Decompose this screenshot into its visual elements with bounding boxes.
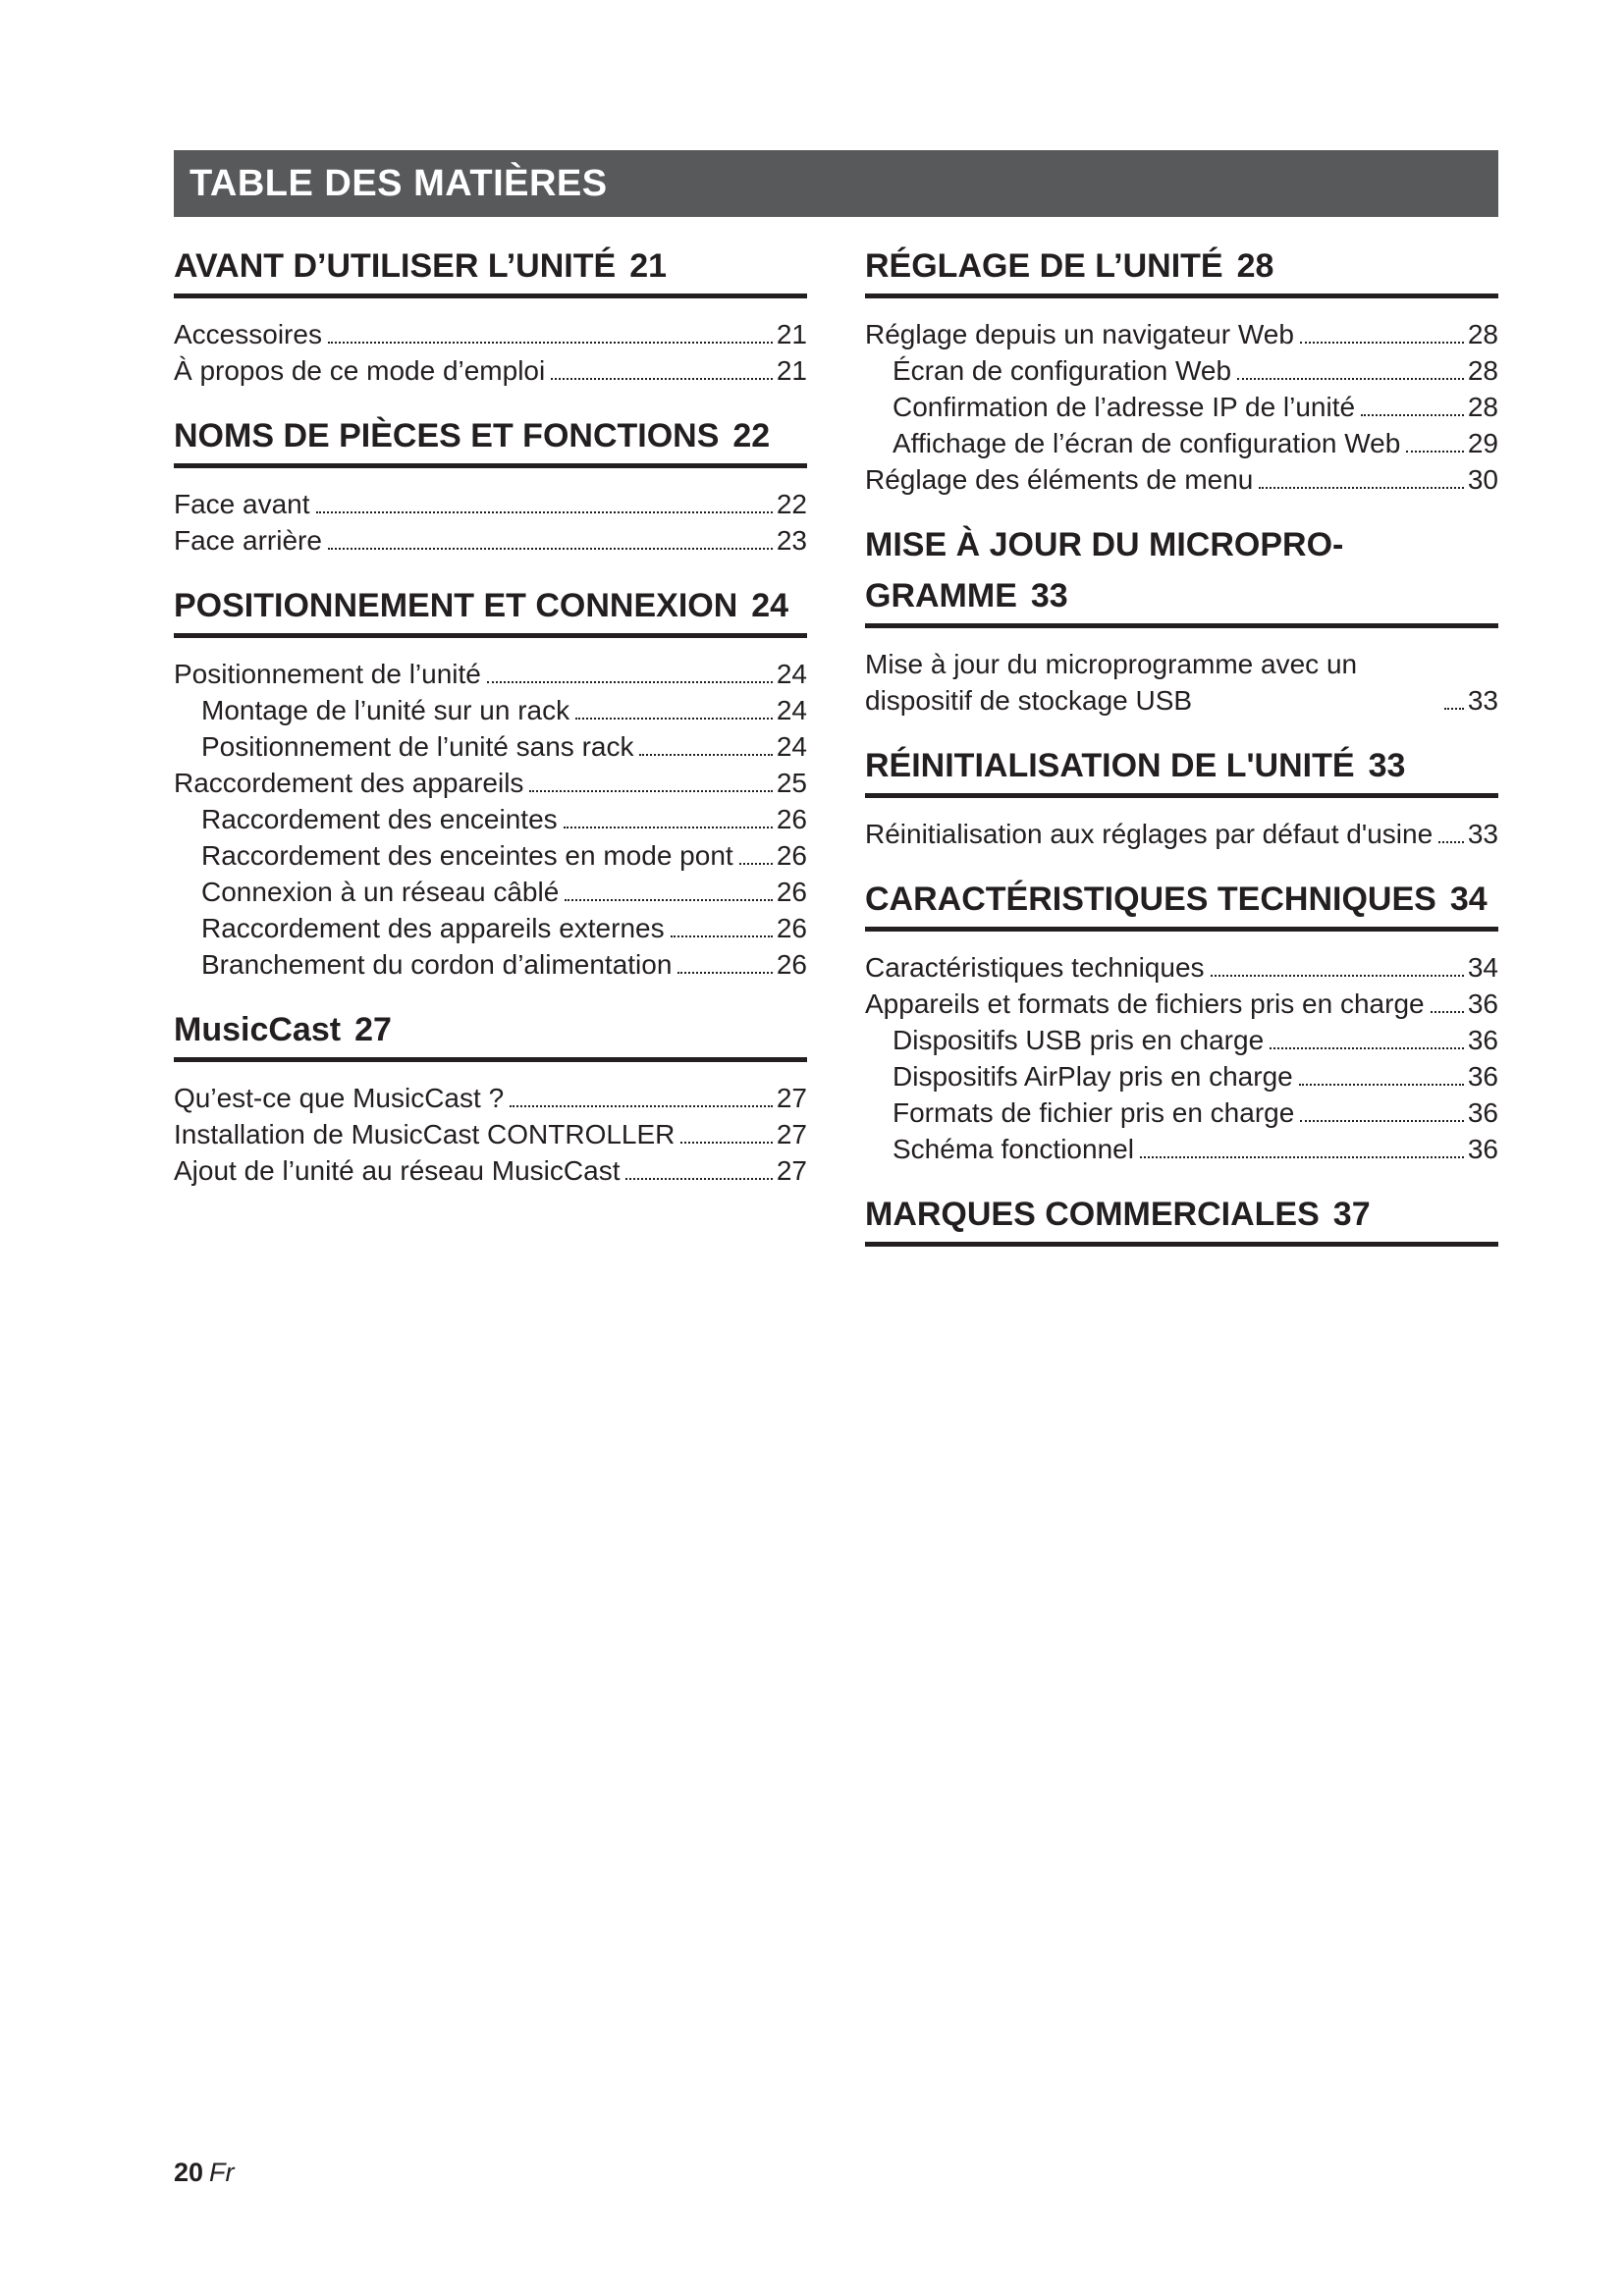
toc-subentry[interactable] xyxy=(865,1022,1498,1058)
entry-text: Mise à jour du microprogramme avec un dispositif de stockage USB xyxy=(865,649,1358,716)
dot-leader xyxy=(1140,1156,1464,1158)
entry-text: Raccordement des appareils xyxy=(174,768,524,798)
dot-leader xyxy=(564,827,773,828)
toc-entry[interactable] xyxy=(865,646,1498,719)
entry-text: Raccordement des enceintes en mode pont xyxy=(201,840,733,871)
entry-page: 26 xyxy=(776,913,807,943)
entry-page: 30 xyxy=(1467,464,1498,495)
toc-entry[interactable] xyxy=(174,1152,807,1189)
toc-section xyxy=(865,740,1498,852)
section-title: MARQUES COMMERCIALES xyxy=(865,1196,1320,1233)
dot-leader xyxy=(1406,451,1464,453)
toc-entry[interactable] xyxy=(174,765,807,801)
section-title: MISE À JOUR DU MICROPRO-GRAMME xyxy=(865,526,1344,614)
toc-subentry[interactable] xyxy=(174,692,807,728)
toc-section xyxy=(865,1189,1498,1247)
entry-text: Caractéristiques techniques xyxy=(865,952,1205,983)
entry-text: Raccordement des enceintes xyxy=(201,804,558,834)
entry-text: Qu’est-ce que MusicCast ? xyxy=(174,1083,505,1113)
toc-banner xyxy=(174,150,1498,217)
entry-text: Positionnement de l’unité sans rack xyxy=(201,731,634,762)
entry-page: 27 xyxy=(776,1155,807,1186)
dot-leader xyxy=(739,863,773,865)
toc-section xyxy=(865,240,1498,498)
entry-text: Raccordement des appareils externes xyxy=(201,913,665,943)
entry-text: Réglage des éléments de menu xyxy=(865,464,1254,495)
section-page: 34 xyxy=(1449,881,1488,918)
section-title: RÉINITIALISATION DE L'UNITÉ xyxy=(865,747,1355,784)
toc-subentry[interactable] xyxy=(865,425,1498,461)
dot-leader xyxy=(510,1105,773,1107)
entry-text: Affichage de l’écran de configuration Web xyxy=(893,428,1401,458)
toc-subentry[interactable] xyxy=(865,389,1498,425)
toc-subentry[interactable] xyxy=(865,1058,1498,1095)
entry-text: Installation de MusicCast CONTROLLER xyxy=(174,1119,676,1149)
entry-page: 26 xyxy=(776,949,807,980)
entry-page: 28 xyxy=(1467,392,1498,422)
toc-entry-list xyxy=(174,486,807,559)
entry-page: 24 xyxy=(776,695,807,725)
dot-leader xyxy=(1299,1084,1464,1086)
section-page: 24 xyxy=(751,587,789,624)
entry-text: Ajout de l’unité au réseau MusicCast xyxy=(174,1155,621,1186)
entry-text: Branchement du cordon d’alimentation xyxy=(201,949,673,980)
toc-subentry[interactable] xyxy=(174,946,807,983)
toc-entry[interactable] xyxy=(865,316,1498,352)
toc-entry[interactable] xyxy=(865,949,1498,986)
section-title: RÉGLAGE DE L’UNITÉ xyxy=(865,247,1223,285)
entry-page: 26 xyxy=(776,804,807,834)
dot-leader xyxy=(565,899,773,901)
dot-leader xyxy=(487,681,773,683)
entry-page: 26 xyxy=(776,840,807,871)
toc-entry[interactable] xyxy=(865,986,1498,1022)
section-title: MusicCast xyxy=(174,1011,342,1048)
toc-entry[interactable] xyxy=(174,486,807,522)
dot-leader xyxy=(671,935,773,937)
section-heading[interactable] xyxy=(174,410,807,468)
toc-subentry[interactable] xyxy=(865,1095,1498,1131)
section-heading[interactable] xyxy=(174,240,807,298)
entry-text: Accessoires xyxy=(174,319,322,349)
dot-leader xyxy=(1237,378,1464,380)
entry-page: 24 xyxy=(776,731,807,762)
section-heading[interactable] xyxy=(865,740,1498,798)
section-title: CARACTÉRISTIQUES TECHNIQUES xyxy=(865,881,1436,918)
toc-title: TABLE DES MATIÈRES xyxy=(189,162,608,204)
toc-section xyxy=(174,580,807,983)
entry-page: 26 xyxy=(776,877,807,907)
entry-text: Réglage depuis un navigateur Web xyxy=(865,319,1294,349)
section-title: POSITIONNEMENT ET CONNEXION xyxy=(174,587,738,624)
entry-page: 36 xyxy=(1467,1061,1498,1092)
toc-section xyxy=(174,240,807,389)
entry-page: 24 xyxy=(776,659,807,689)
entry-text: Formats de fichier pris en charge xyxy=(893,1097,1295,1128)
entry-text: Dispositifs USB pris en charge xyxy=(893,1025,1265,1055)
dot-leader xyxy=(1444,708,1464,710)
dot-leader xyxy=(1211,975,1464,977)
entry-page: 27 xyxy=(776,1083,807,1113)
entry-page: 36 xyxy=(1467,988,1498,1019)
entry-text: Appareils et formats de fichiers pris en charge xyxy=(865,988,1425,1019)
dot-leader xyxy=(1270,1047,1464,1049)
dot-leader xyxy=(529,790,772,792)
toc-entry-list xyxy=(865,316,1498,498)
entry-text: Dispositifs AirPlay pris en charge xyxy=(893,1061,1293,1092)
section-page: 28 xyxy=(1236,247,1274,285)
entry-text: À propos de ce mode d’emploi xyxy=(174,355,546,386)
entry-page: 21 xyxy=(776,355,807,386)
toc-entry[interactable] xyxy=(174,316,807,352)
toc-subentry[interactable] xyxy=(174,728,807,765)
toc-entry-list xyxy=(865,949,1498,1167)
section-heading[interactable] xyxy=(174,1004,807,1062)
dot-leader xyxy=(680,1142,772,1144)
toc-entry[interactable] xyxy=(174,656,807,692)
entry-text: Face avant xyxy=(174,489,310,519)
toc-entry[interactable] xyxy=(865,461,1498,498)
toc-section xyxy=(865,519,1498,719)
entry-text: Écran de configuration Web xyxy=(893,355,1232,386)
section-heading[interactable] xyxy=(865,1189,1498,1247)
dot-leader xyxy=(1361,414,1464,416)
dot-leader xyxy=(677,972,772,974)
toc-subentry[interactable] xyxy=(865,1131,1498,1167)
entry-page: 23 xyxy=(776,525,807,556)
section-title: AVANT D’UTILISER L’UNITÉ xyxy=(174,247,617,285)
toc-entry-list xyxy=(174,316,807,389)
entry-page: 22 xyxy=(776,489,807,519)
section-heading[interactable] xyxy=(865,874,1498,932)
dot-leader xyxy=(328,342,773,344)
dot-leader xyxy=(316,511,773,513)
dot-leader xyxy=(1438,841,1464,843)
dot-leader xyxy=(1431,1011,1464,1013)
entry-page: 29 xyxy=(1467,428,1498,458)
section-heading[interactable] xyxy=(865,519,1498,628)
toc-entry[interactable] xyxy=(174,1080,807,1116)
entry-text: Réinitialisation aux réglages par défaut d'usine xyxy=(865,819,1434,849)
entry-text: Positionnement de l’unité xyxy=(174,659,481,689)
toc-entry[interactable] xyxy=(865,816,1498,852)
section-page: 22 xyxy=(732,417,771,454)
toc-section xyxy=(174,1004,807,1189)
entry-text: Confirmation de l’adresse IP de l’unité xyxy=(893,392,1356,422)
toc-entry[interactable] xyxy=(174,1116,807,1152)
entry-page: 25 xyxy=(776,768,807,798)
dot-leader xyxy=(575,718,773,720)
entry-text: Connexion à un réseau câblé xyxy=(201,877,560,907)
toc-entry-list xyxy=(865,816,1498,852)
section-heading[interactable] xyxy=(174,580,807,638)
entry-page: 21 xyxy=(776,319,807,349)
entry-text: Schéma fonctionnel xyxy=(893,1134,1134,1164)
toc-section xyxy=(174,410,807,559)
toc-entry-list xyxy=(174,1080,807,1189)
section-page: 37 xyxy=(1332,1196,1371,1233)
toc-entry[interactable] xyxy=(174,352,807,389)
section-title: NOMS DE PIÈCES ET FONCTIONS xyxy=(174,417,720,454)
dot-leader xyxy=(328,548,773,550)
toc-subentry[interactable] xyxy=(174,837,807,874)
dot-leader xyxy=(1259,487,1463,489)
toc-entry-list xyxy=(865,646,1498,719)
entry-page: 36 xyxy=(1467,1097,1498,1128)
dot-leader xyxy=(639,754,772,756)
page-number: 20 xyxy=(174,2158,204,2187)
dot-leader xyxy=(551,378,773,380)
section-page: 21 xyxy=(629,247,668,285)
entry-page: 34 xyxy=(1467,952,1498,983)
section-page: 33 xyxy=(1368,747,1406,784)
toc-subentry[interactable] xyxy=(174,874,807,910)
language-code: Fr xyxy=(209,2158,235,2187)
toc-entry-list xyxy=(174,656,807,983)
entry-page: 28 xyxy=(1467,355,1498,386)
dot-leader xyxy=(1300,342,1464,344)
entry-page: 33 xyxy=(1467,685,1498,716)
toc-subentry[interactable] xyxy=(865,352,1498,389)
toc-section xyxy=(865,874,1498,1167)
toc-right-column xyxy=(865,240,1498,1264)
section-page: 27 xyxy=(354,1011,392,1048)
page-footer xyxy=(174,2158,235,2188)
section-page: 33 xyxy=(1030,577,1068,614)
dot-leader xyxy=(1300,1120,1464,1122)
entry-page: 36 xyxy=(1467,1025,1498,1055)
toc-subentry[interactable] xyxy=(174,801,807,837)
toc-left-column xyxy=(174,240,807,1210)
entry-page: 33 xyxy=(1467,819,1498,849)
section-heading[interactable] xyxy=(865,240,1498,298)
entry-text: Montage de l’unité sur un rack xyxy=(201,695,570,725)
entry-page: 27 xyxy=(776,1119,807,1149)
entry-text: Face arrière xyxy=(174,525,322,556)
toc-subentry[interactable] xyxy=(174,910,807,946)
entry-page: 28 xyxy=(1467,319,1498,349)
entry-page: 36 xyxy=(1467,1134,1498,1164)
dot-leader xyxy=(625,1178,772,1180)
toc-entry[interactable] xyxy=(174,522,807,559)
